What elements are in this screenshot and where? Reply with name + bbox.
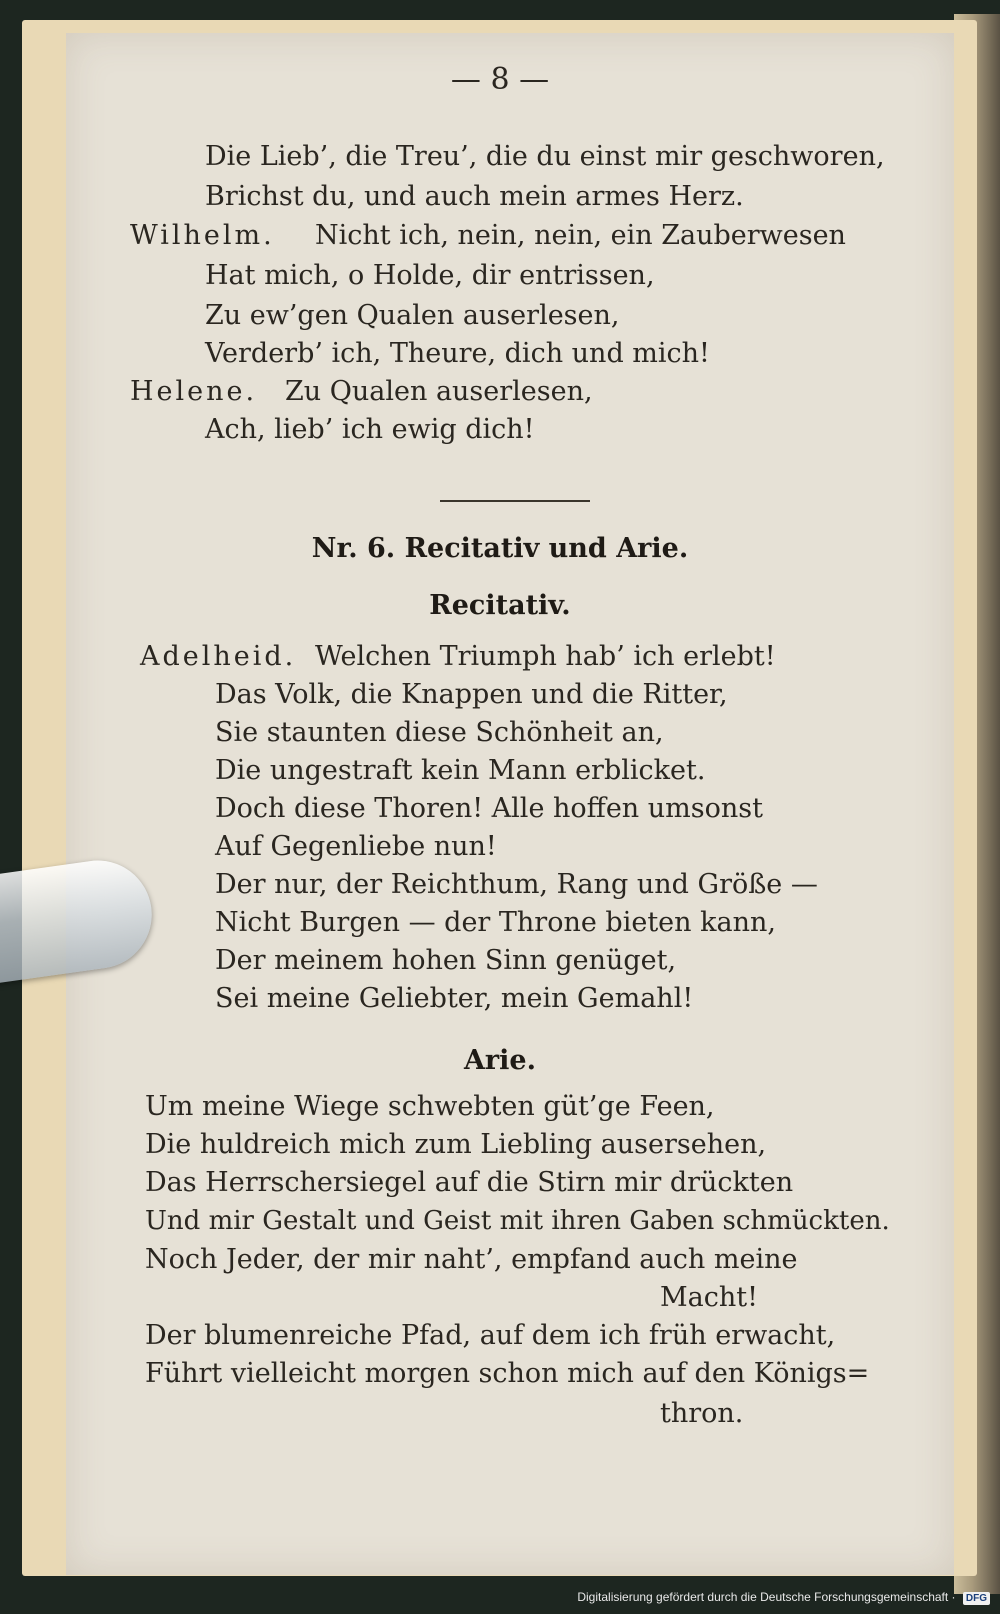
text-line: Macht! [660, 1282, 758, 1313]
text-line: Nicht Burgen — der Throne bieten kann, [215, 907, 776, 938]
text-line: Die ungestraft kein Mann erblicket. [215, 755, 706, 786]
text-line: Nicht ich, nein, nein, ein Zauberwesen [315, 220, 846, 251]
text-line: Noch Jeder, der mir naht’, empfand auch meine [145, 1244, 798, 1275]
text-line: Brichst du, und auch mein armes Herz. [205, 181, 744, 212]
footer-credit [577, 1590, 990, 1605]
text-line: Der nur, der Reichthum, Rang und Größe — [215, 869, 818, 900]
arie-heading: Arie. [463, 1045, 536, 1076]
text-line: Und mir Gestalt und Geist mit ihren Gaben schmückten. [145, 1206, 890, 1236]
text-line: Verderb’ ich, Theure, dich und mich! [205, 338, 710, 369]
text-line: Die Lieb’, die Treu’, die du einst mir geschworen, [205, 141, 885, 172]
text-line: Das Herrschersiegel auf die Stirn mir drückten [145, 1167, 794, 1198]
section-divider [440, 500, 590, 502]
text-line: Die huldreich mich zum Liebling ausersehen, [145, 1129, 767, 1160]
text-line: Welchen Triumph hab’ ich erlebt! [315, 641, 776, 672]
text-line: Doch diese Thoren! Alle hoffen umsonst [215, 793, 763, 824]
text-line: Um meine Wiege schwebten güt’ge Feen, [145, 1091, 715, 1122]
footer-text: Digitalisierung gefördert durch die Deutsche Forschungsgemeinschaft · [577, 1590, 956, 1604]
page-number: — 8 — [450, 62, 550, 97]
recitativ-heading: Recitativ. [429, 590, 571, 621]
text-line: Auf Gegenliebe nun! [215, 831, 497, 862]
speaker-label: Wilhelm. [130, 220, 275, 251]
text-line: Zu Qualen auserlesen, [285, 376, 593, 407]
speaker-label: Helene. [130, 376, 258, 407]
text-line: Sei meine Geliebter, mein Gemahl! [215, 983, 694, 1014]
dfg-logo: DFG [963, 1592, 990, 1605]
text-line: Hat mich, o Holde, dir entrissen, [205, 260, 655, 291]
text-line: Ach, lieb’ ich ewig dich! [205, 414, 535, 445]
text-line: thron. [660, 1398, 744, 1429]
text-line: Zu ew’gen Qualen auserlesen, [205, 300, 620, 331]
text-line: Sie staunten diese Schönheit an, [215, 717, 664, 748]
text-line: Der meinem hohen Sinn genüget, [215, 945, 677, 976]
text-line: Führt vielleicht morgen schon mich auf den Königs= [145, 1358, 870, 1389]
section-heading: Nr. 6. Recitativ und Arie. [311, 533, 689, 564]
text-line: Der blumenreiche Pfad, auf dem ich früh erwacht, [145, 1320, 836, 1351]
text-line: Das Volk, die Knappen und die Ritter, [215, 679, 728, 710]
speaker-label: Adelheid. [140, 641, 297, 672]
